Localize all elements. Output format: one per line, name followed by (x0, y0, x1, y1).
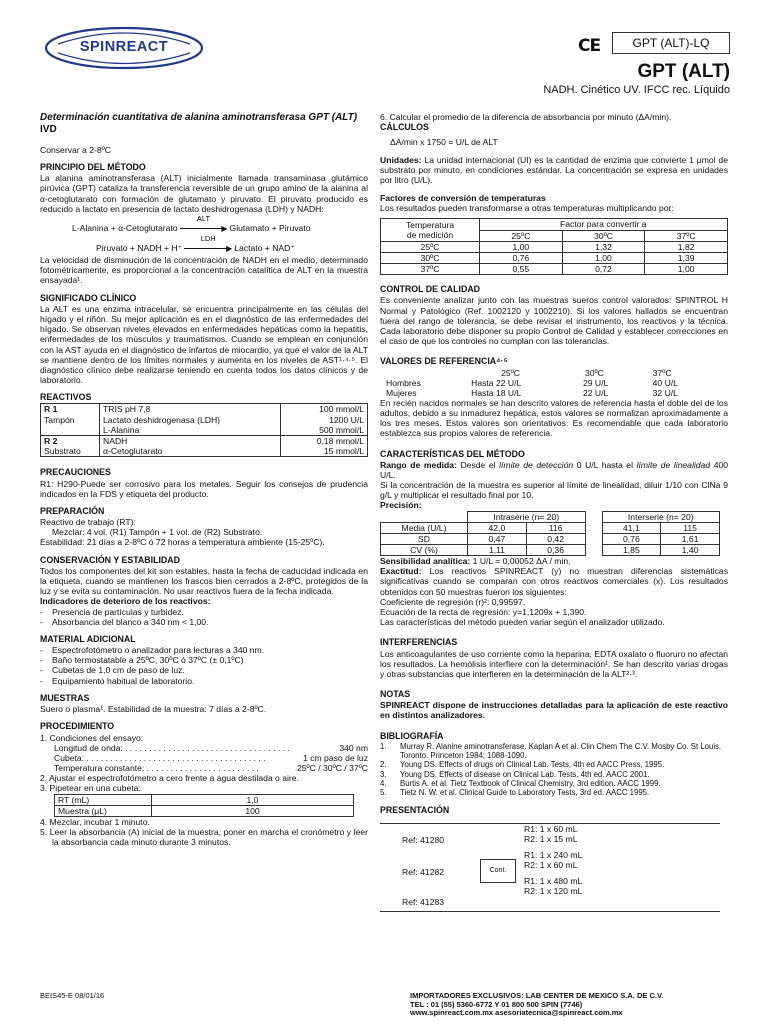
procedure-step: 6. Calcular el promedio de la diferencia de absorbancia por minuto (ΔA/min). (380, 112, 672, 122)
bibliography-heading: BIBLIOGRAFÍA (380, 730, 444, 741)
list-item: 2. Young DS. Effects of drugs on Clinical Lab. Tests, 4th ed AACC Press, 1995. (380, 760, 665, 770)
deterioration-heading: Indicadores de deterioro de los reactivos: (40, 596, 211, 607)
notes-text: SPINREACT dispone de instrucciones detalladas para la aplicación de este reactivo en distintos analizadores. (380, 700, 728, 721)
principle-after: La velocidad de disminución de la concentración de NADH en el medio, determinado fotométricamente, es proporcional a la concentración catalítica de ALT en la muestra ensayada¹. (40, 255, 368, 286)
precautions-heading: PRECAUCIONES (40, 467, 111, 478)
procedure-step: 2. Ajustar el espectrofotómetro a cero frente a agua destilada o aire. (40, 773, 299, 784)
dilution-text: Si la concentración de la muestra es superior al límite de linealidad, diluir 1/10 con ClNa 9 g/L y multiplicar el resultado final por 10. (380, 480, 728, 501)
condition-row: Temperatura constante: . . . . . . . . . . . . . . . . . . . . . . . . 25ºC / 30ºC / 37ºC (54, 763, 368, 774)
r1-value: 1200 U/L (329, 414, 364, 425)
pipetting-table: RT (mL) 1,0 Muestra (μL) 100 (54, 794, 354, 817)
procedure-step: 3. Pipetear en una cubeta: (40, 783, 141, 794)
list-item: 1. Murray R. Alanine aminotransferase. Kaplan A et al. Clin Chem The C.V. Mosby Co. St Louis. Toronto. Princeton 1984; 1088-1090. (380, 741, 722, 761)
table-row: 30ºC 0,76 1,00 1,39 (381, 252, 728, 263)
cont-box: Cont. (480, 859, 516, 883)
list-item: - Equipamiento habitual de laboratorio. (40, 675, 195, 686)
bibliography-list (380, 742, 728, 797)
coef-text: Coeficiente de regresión (r)²: 0,99597. (380, 596, 526, 607)
r1-item: L-Alanina (103, 424, 140, 435)
presentation-block (380, 823, 720, 933)
reaction-1-right: Glutamato + Piruvato (229, 222, 311, 233)
preparation-heading: PREPARACIÓN (40, 505, 105, 516)
reagents-heading: REACTIVOS (40, 392, 92, 403)
list-item: - Baño termostatable a 25ºC, 30ºC ó 37ºC (± 0,1ºC) (40, 655, 244, 666)
list-item: - Presencia de partículas y turbidez. (40, 606, 184, 617)
calc-heading: CÁLCULOS (380, 122, 429, 133)
range-label: Rango de medida: (380, 459, 457, 470)
table-row: 25ºC 1,00 1,32 1,82 (381, 241, 728, 252)
conservation-heading: CONSERVACIÓN Y ESTABILIDAD (40, 554, 180, 565)
page-subtitle: NADH. Cinético UV. IFCC rec. Líquido (543, 84, 730, 96)
r1-value: 500 mmol/L (319, 424, 364, 435)
page-title: GPT (ALT) (637, 61, 730, 82)
precision-table: Intraserie (n= 20) Interserie (n= 20) Media (U/L) 42,0 116 41,1 115 SD 0,47 0,42 0,76 1,61 CV (%) 1,11 0,36 1,85 1,40 (380, 511, 720, 557)
enzyme-alt-label: ALT (196, 213, 211, 223)
presentation-ref: Ref: 41280 (402, 835, 445, 846)
table-row: CV (%) 1,11 0,36 1,85 1,40 (381, 545, 720, 556)
r2-item: α-Cetoglutarato (103, 446, 163, 457)
right-column: 6. Calcular el promedio de la diferencia de absorbancia por minuto (ΔA/min). CÁLCULOS ΔA/min x 1750 = U/L de ALT Unidades: La unidad internacional (UI) es la cantidad de enzima que convierte 1 μmol de substrato por minuto, en condiciones estándar. La concentración se expresa en unidades por litro (U/L). Factores de conversión de temperaturas Los resultados pueden transformarse a otras temperaturas multiplicando por: Temperatura de medición Factor para convertir a 25ºC 30ºC 37ºC 25ºC 1,00 1,32 1,82 30ºC 0,76 1,00 1,39 37ºC 0,55 0,72 1,00 CONTROL DE CALIDAD Es conveniente analizar junto con las muestras sueros control valorados: SPINTROL H Normal y Patológico (Ref. 1002120 y 1002210). Si los valores hallados se encuentran fuera del rango de tolerancia, se debe revisar el instrumento, los reactivos y la técnica. Cada laboratorio debe disponer su propio Control de Calidad y establecer correcciones en el caso de que los controles no cumplan con las tolerancias. VALORES DE REFERENCIA⁴·⁵ 25ºC 30ºC 37ºC Hombres Hasta 22 U/L 29 U/L 40 U/L Mujeres Hasta 18 U/L 22 U/L 32 U/L En recién nacidos normales se han descrito valores de referencia hasta el doble del de los adultos, debido a su inmadurez hepática, estos valores se normalizan aproximadamente a los tres meses. Estos valores son orientativos. Es recomendable que cada laboratorio establezca sus propios valores de referencia. CARACTERÍSTICAS DEL MÉTODO Rango de medida: Desde el límite de detección 0 U/L hasta el límite de linealidad 400 U/L. Si la concentración de la muestra es superior al límite de linealidad, diluir 1/10 con ClNa 9 g/L y multiplicar el resultado final por 10. Precisión: Intraserie (n= 20) Interserie (n= 20) Media (U/L) 42,0 116 41,1 115 SD 0,47 0,42 0,76 1,61 CV (%) 1,11 0,36 1,85 1,40 Sensibilidad analítica: 1 U/L = 0,00052 ΔA / min. Exactitud: Los reactivos SPINREACT (y) no muestran diferencias sistemáticas significativas cuando se comparan con otros reactivos comerciales (x). Los resultados obtenidos con 50 muestras fueron los siguientes: Coeficiente de regresión (r)²: 0,99597. Ecuación de la recta de regresión: y=1,1209x + 1,390. Las características del método pueden variar según el analizador utilizado. INTERFERENCIAS Los anticoagulantes de uso corriente como la heparina, EDTA oxalato o fluoruro no afectan los resultados. La hemólisis interfiere con la determinación¹. Se han descrito varias drogas y otras substancias que interfieren en la determinación de la ALT²·³. NOTAS SPINREACT dispone de instrucciones detalladas para la aplicación de este reactivo en distintos analizadores. BIBLIOGRAFÍA 1. Murray R. Alanine aminotransferase. Kaplan A et al. Clin Chem The C.V. Mosby Co. St Louis. Toronto. Princeton 1984; 1088-1090. 2. Young DS. Effects of drugs on Clinical Lab. Tests, 4th ed AACC Press, 1995. 3. Young DS. Effects of disease on Clinical Lab. Tests, 4th ed. AACC 2001. 4. Burtis A. et al. Tietz Textbook of Clinical Chemistry, 3rd edition. AACC 1999. 5. Tietz N. W. et al. Clinical Guide to Laboratory Tests, 3rd ed. AACC 1995. PRESENTACIÓN Ref: 41280 Ref: 41282 Ref: 41283 Cont. R1: 1 x 60 mL R2: 1 x 15 mL R1: 1 x 240 mL R2: 1 x 60 mL R1: 1 x 480 mL R2: 1 x 120 mL (380, 112, 728, 933)
notes-heading: NOTAS (380, 688, 411, 699)
r1-value: 100 mmol/L (319, 404, 364, 415)
factors-heading: Factores de conversión de temperaturas (380, 193, 546, 204)
list-item: - Espectrofotómetro o analizador para lecturas a 340 nm. (40, 645, 265, 656)
preparation-line: Mezclar: 4 vol. (R1) Tampón + 1 vol. de (R2) Substrato. (52, 527, 263, 538)
precautions-text: R1: H290-Puede ser corrosivo para los metales. Seguir los consejos de prudencia indicados en la FDS y etiqueta del producto. (40, 478, 368, 499)
reference-table: 25ºC 30ºC 37ºC Hombres Hasta 22 U/L 29 U/L 40 U/L Mujeres Hasta 18 U/L 22 U/L 32 U/L (380, 368, 700, 398)
table-row: Mujeres Hasta 18 U/L 22 U/L 32 U/L (386, 387, 678, 398)
quality-text: Es conveniente analizar junto con las muestras sueros control valorados: SPINTROL H Normal y Patológico (Ref. 1002120 y 1002210). Si los valores hallados se encuentran fuera del rango de tolerancia, se debe revisar el instrumento, los reactivos y la técnica. Cada laboratorio debe disponer su propio Control de Calidad y establecer correcciones en el caso de que los controles no cumplan con las tolerancias. (380, 295, 728, 346)
left-column (40, 112, 368, 847)
reaction-arrow: LDH ▶ (184, 243, 232, 253)
procedure-step: 5. Leer la absorbancia (A) inicial de la muestra, poner en marcha el cronómetro y leer la absorbancia cada minuto durante 3 minutos. (40, 826, 368, 848)
r1-sub: Tampón (44, 414, 75, 425)
quality-heading: CONTROL DE CALIDAD (380, 284, 481, 295)
reaction-2 (96, 234, 368, 254)
conservation-text: Todos los componentes del kit son estables, hasta la fecha de caducidad indicada en la etiqueta, cuando se mantienen los frascos bien cerrados a 2-8ºC, protegidos de la luz y se evita su contaminación. No usar reactivos fuera de la fecha indicada. (40, 565, 368, 597)
list-item: 5. Tietz N. W. et al. Clinical Guide to Laboratory Tests, 3rd ed. AACC 1995. (380, 787, 650, 797)
reagents-table (40, 403, 368, 457)
table-row: Media (U/L) 42,0 116 41,1 115 (381, 522, 720, 533)
ce-mark: CE (578, 36, 601, 56)
reaction-arrow: ALT ▶ (180, 223, 228, 233)
reference-heading: VALORES DE REFERENCIA⁴·⁵ (380, 356, 508, 367)
calc-formula: ΔA/min x 1750 = U/L de ALT (390, 136, 498, 147)
r2-value: 15 mmol/L (323, 446, 364, 457)
reaction-1 (72, 213, 368, 233)
characteristics-final: Las características del método pueden variar según el analizador utilizado. (380, 616, 665, 627)
ivd-label: IVD (40, 124, 57, 135)
presentation-ref: Ref: 41282 (402, 867, 445, 878)
presentation-heading: PRESENTACIÓN (380, 805, 450, 816)
accuracy-label: Exactitud: (380, 566, 422, 577)
spinreact-logo (44, 26, 204, 70)
list-item: 4. Burtis A. et al. Tietz Textbook of Clinical Chemistry, 3rd edition. AACC 1999. (380, 778, 661, 788)
sensitivity-label: Sensibilidad analítica: (380, 556, 471, 567)
table-row: Hombres Hasta 22 U/L 29 U/L 40 U/L (386, 377, 678, 388)
material-heading: MATERIAL ADICIONAL (40, 633, 136, 644)
preparation-line: Reactivo de trabajo (RT): (40, 517, 136, 528)
samples-heading: MUESTRAS (40, 692, 90, 703)
interferences-text: Los anticoagulantes de uso corriente como la heparina, EDTA oxalato o fluoruro no afectan los resultados. La hemólisis interfiere con la determinación¹. Se han descrito varias drogas y otras substancias que interfieren en la determinación de la ALT²·³. (380, 648, 728, 679)
interferences-heading: INTERFERENCIAS (380, 637, 458, 648)
units-text: La unidad internacional (UI) es la cantidad de enzima que convierte 1 μmol de substrato por minuto, en condiciones estándar. La concentración se expresa en unidades por litro (U/L). (380, 154, 728, 185)
r2-sub: Substrato (44, 446, 81, 457)
presentation-contents: R1: 1 x 60 mL R2: 1 x 15 mL R1: 1 x 240 mL R2: 1 x 60 mL R1: 1 x 480 mL R2: 1 x 120 mL (524, 824, 583, 896)
preparation-line: Estabilidad: 21 días a 2-8ºC ó 72 horas a temperatura ambiente (15-25ºC). (40, 537, 325, 548)
r2-item: NADH (103, 435, 128, 446)
r2-label: R 2 (44, 435, 58, 446)
list-item: - Absorbancia del blanco a 340 nm < 1,00. (40, 616, 209, 627)
samples-text: Suero o plasma¹. Estabilidad de la muestra: 7 días a 2-8ºC. (40, 704, 267, 715)
conversion-table: Temperatura de medición Factor para convertir a 25ºC 30ºC 37ºC 25ºC 1,00 1,32 1,82 30ºC 0,76 1,00 1,39 37ºC 0,55 0,72 1,00 (380, 218, 728, 275)
units-label: Unidades: (380, 154, 422, 165)
document-title: Determinación cuantitativa de alanina aminotransferasa GPT (ALT) (40, 112, 358, 123)
storage-text: Conservar a 2-8ºC (40, 144, 111, 155)
reference-text: En recién nacidos normales se han descrito valores de referencia hasta el doble del de los adultos, debido a su inmadurez hepática, estos valores se normalizan aproximadamente a los tres meses. Estos valores son orientativos. Es recomendable que cada laboratorio establezca sus propios valores de referencia. (380, 397, 728, 439)
clinical-heading: SIGNIFICADO CLÍNICO (40, 292, 137, 303)
condition-row: Cubeta: . . . . . . . . . . . . . . . . . . . . . . . . . . . . . . . . . . . . . . 1 cm paso de luz (54, 752, 368, 763)
table-row: SD 0,47 0,42 0,76 1,61 (381, 533, 720, 544)
footer-importer: IMPORTADORES EXCLUSIVOS: LAB CENTER DE MEXICO S.A. DE C.V. TEL : 01 (55) 5360-6772 Y 01 800 500 SPIN (7746) www.spinreact.com.mx asesoriatecnica@spinreact.com.mx (410, 991, 664, 1018)
clinical-text: La ALT es una enzima intracelular, se encuentra principalmente en las células del hígado y el riñón. Su mejor aplicación es en el diagnóstico de las enfermedades del hígado. Se observan niveles elevados en enfermedades hepáticas como la hepatitis, enfermedades de los músculos y traumatismos. Cuando se emplean en conjunción con la AST ayuda en el diagnóstico de infartos de miocardio, ya que el valor de la ALT se mantiene dentro de los límites normales y aumenta en los niveles de AST¹·⁴·⁵. El diagnóstico clínico debe realizarse teniendo en cuenta todos los datos clínicos y de laboratorio. (40, 303, 368, 385)
principle-text: La alanina aminotransferasa (ALT) inicialmente llamada transaminasa glutámico pirúvica (GPT) cataliza la transferencia reversible de un grupo amino de la alanina al α-cetoglutarato con formación de glutamato y piruvato. El piruvato producido es reducido a lactato en presencia de lactato deshidrogenasa (LDH) y NADH: (40, 173, 368, 214)
characteristics-heading: CARACTERÍSTICAS DEL MÉTODO (380, 448, 525, 459)
procedure-heading: PROCEDIMIENTO (40, 721, 115, 732)
list-item: 3. Young DS. Effects of disease on Clinical Lab. Tests, 4th ed. AACC 2001. (380, 769, 650, 779)
reaction-1-left: L-Alanina + α-Cetoglutarato (72, 222, 178, 233)
precision-label: Precisión: (380, 500, 422, 511)
r1-label: R 1 (44, 404, 58, 415)
r1-item: TRIS pH 7,8 (103, 404, 151, 415)
regression-text: Ecuación de la recta de regresión: y=1,1209x + 1,390. (380, 606, 587, 617)
list-item: - Cubetas de 1,0 cm de paso de luz. (40, 665, 185, 676)
product-code: GPT (ALT)-LQ (612, 32, 730, 54)
r1-item: Lactato deshidrogenasa (LDH) (103, 414, 221, 425)
presentation-ref: Ref: 41283 (402, 897, 445, 908)
r2-value: 0,18 mmol/L (316, 435, 364, 446)
enzyme-ldh-label: LDH (200, 234, 216, 244)
doc-code: BEIS45-E 08/01/16 (40, 991, 105, 1000)
procedure-step: 4. Mezclar, incubar 1 minuto. (40, 816, 150, 827)
reaction-2-right: Lactato + NAD⁺ (234, 243, 295, 254)
condition-row: Longitud de onda: . . . . . . . . . . . . . . . . . . . . . . . . . . . . . . . . . . . 340 nm (54, 742, 368, 753)
reaction-2-left: Piruvato + NADH + H⁺ (96, 243, 183, 254)
table-row: 37ºC 0,55 0,72 1,00 (381, 263, 728, 274)
factors-text: Los resultados pueden transformarse a otras temperaturas multiplicando por: (380, 203, 674, 214)
principle-heading: PRINCIPIO DEL MÉTODO (40, 161, 146, 172)
procedure-step: 1. Condiciones del ensayo: (40, 732, 144, 743)
brand-name: SPINREACT (79, 39, 169, 55)
